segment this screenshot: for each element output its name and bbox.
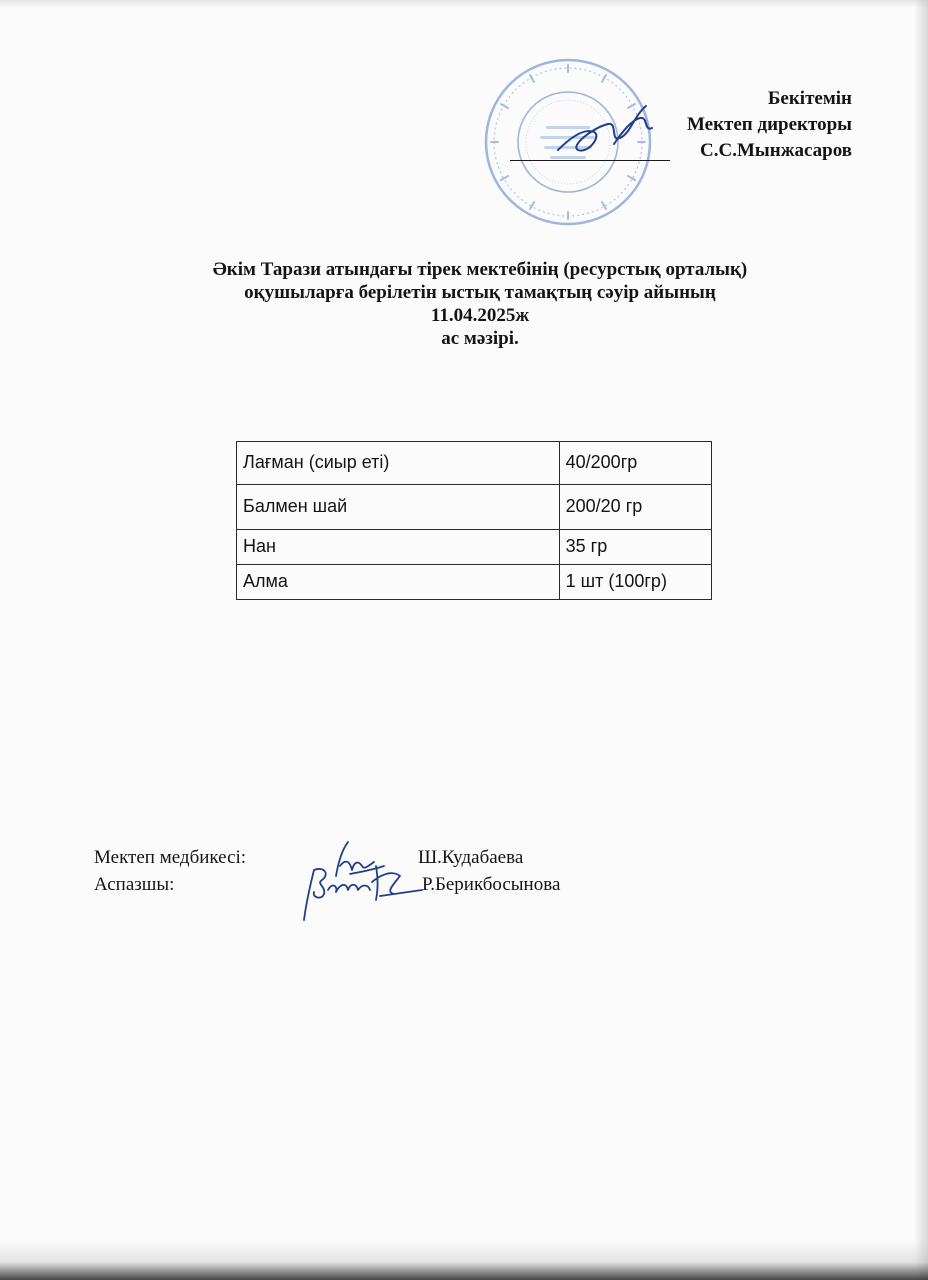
approval-director-name: С.С.Мынжасаров: [700, 140, 852, 161]
approval-position: Мектеп директоры: [686, 114, 852, 135]
menu-row: [237, 485, 712, 530]
menu-table: [236, 441, 712, 600]
approval-block: [687, 86, 852, 164]
page-shadow-right: [914, 0, 928, 1280]
menu-item-name: Балмен шай: [237, 485, 560, 530]
menu-item-name: Лағман (сиыр еті): [237, 442, 560, 485]
approval-heading: Бекітемін: [767, 88, 852, 109]
menu-row: [237, 442, 712, 485]
page-shadow-top: [0, 0, 928, 8]
menu-item-portion: 40/200гр: [559, 442, 711, 485]
menu-item-name: Алма: [237, 565, 560, 600]
menu-row: [237, 565, 712, 600]
director-signature: [548, 98, 660, 168]
menu-item-portion: 200/20 гр: [559, 485, 711, 530]
title-line-school: Әкім Тарази атындағы тірек мектебінің (ресурстық орталық): [212, 259, 748, 280]
menu-item-portion: 1 шт (100гр): [559, 565, 711, 600]
staff-name: Ш.Кудабаева: [418, 847, 524, 868]
title-line-date: 11.04.2025ж: [430, 305, 530, 326]
staff-name: Р.Берикбосынова: [422, 874, 561, 895]
document-title: [120, 258, 840, 350]
director-signature-line: [510, 160, 670, 161]
page-shadow-bottom: [0, 1240, 928, 1280]
staff-role: Аспазшы:: [94, 874, 175, 895]
title-line-menu: ас мәзірі.: [441, 328, 519, 349]
menu-row: [237, 530, 712, 565]
menu-item-portion: 35 гр: [559, 530, 711, 565]
title-line-description: оқушыларға берілетін ыстық тамақтың сәуір айының: [244, 282, 716, 303]
menu-item-name: Нан: [237, 530, 560, 565]
staff-role: Мектеп медбикесі:: [94, 847, 247, 868]
cook-signature: [284, 856, 424, 922]
